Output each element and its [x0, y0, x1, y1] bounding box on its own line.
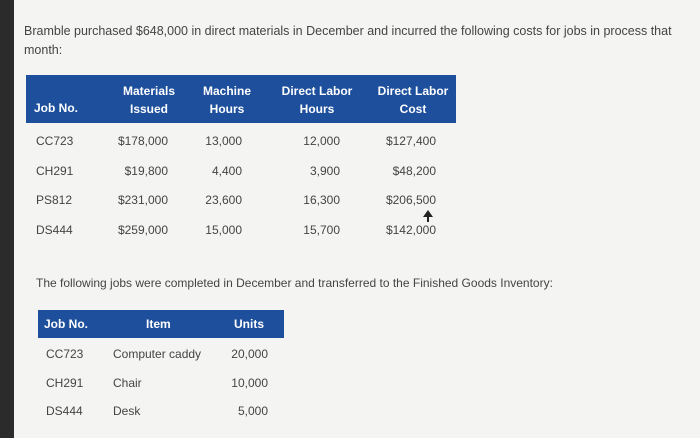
header-dlc-line1: Direct Labor	[377, 84, 449, 98]
item-cell: Computer caddy	[113, 347, 202, 361]
cursor-arrow-icon	[423, 210, 433, 222]
labor-cost-cell: $127,400	[385, 134, 436, 148]
labor-hours-cell: 3,900	[309, 164, 340, 178]
labor-cost-cell: $142,000	[385, 223, 436, 237]
item-cell: Chair	[113, 376, 142, 390]
header-job-no: Job No.	[34, 101, 78, 115]
jobs-table-header	[26, 75, 456, 123]
job-cell: CH291	[36, 164, 74, 178]
header-machine-line1: Machine	[202, 84, 251, 98]
materials-cell: $19,800	[124, 164, 168, 178]
job-cell: CC723	[46, 347, 84, 361]
job-cell: PS812	[36, 193, 73, 207]
units-cell: 10,000	[231, 376, 268, 390]
job-cell: DS444	[36, 223, 73, 237]
job-cell: CC723	[36, 134, 74, 148]
header-dlh-line2: Hours	[299, 102, 335, 116]
machine-hours-cell: 4,400	[211, 164, 242, 178]
labor-hours-cell: 15,700	[303, 223, 340, 237]
completed-jobs-text: The following jobs were completed in December and transferred to the Finished Goods Inventory:	[36, 276, 553, 290]
labor-hours-cell: 16,300	[303, 193, 340, 207]
job-cell: CH291	[46, 376, 84, 390]
document-page	[14, 0, 700, 438]
intro-text: Bramble purchased $648,000 in direct materials in December and incurred the following costs for jobs in process that month:	[24, 24, 672, 57]
materials-cell: $178,000	[117, 134, 168, 148]
units-cell: 20,000	[231, 347, 268, 361]
header-units: Units	[234, 317, 264, 331]
header-dlh-line1: Direct Labor	[281, 84, 353, 98]
header-dlc-line2: Cost	[399, 102, 427, 116]
machine-hours-cell: 23,600	[205, 193, 242, 207]
completed-table-header	[38, 310, 284, 338]
materials-cell: $259,000	[117, 223, 168, 237]
labor-cost-cell: $206,500	[385, 193, 436, 207]
item-cell: Desk	[113, 404, 141, 418]
header-materials-line2: Issued	[129, 102, 168, 116]
labor-hours-cell: 12,000	[303, 134, 340, 148]
header-materials-line1: Materials	[122, 84, 176, 98]
labor-cost-cell: $48,200	[392, 164, 436, 178]
machine-hours-cell: 13,000	[205, 134, 242, 148]
header-machine-line2: Hours	[209, 102, 245, 116]
header-job-no: Job No.	[44, 317, 88, 331]
materials-cell: $231,000	[117, 193, 168, 207]
job-cell: DS444	[46, 404, 83, 418]
units-cell: 5,000	[237, 404, 268, 418]
machine-hours-cell: 15,000	[205, 223, 242, 237]
header-item: Item	[146, 317, 171, 331]
